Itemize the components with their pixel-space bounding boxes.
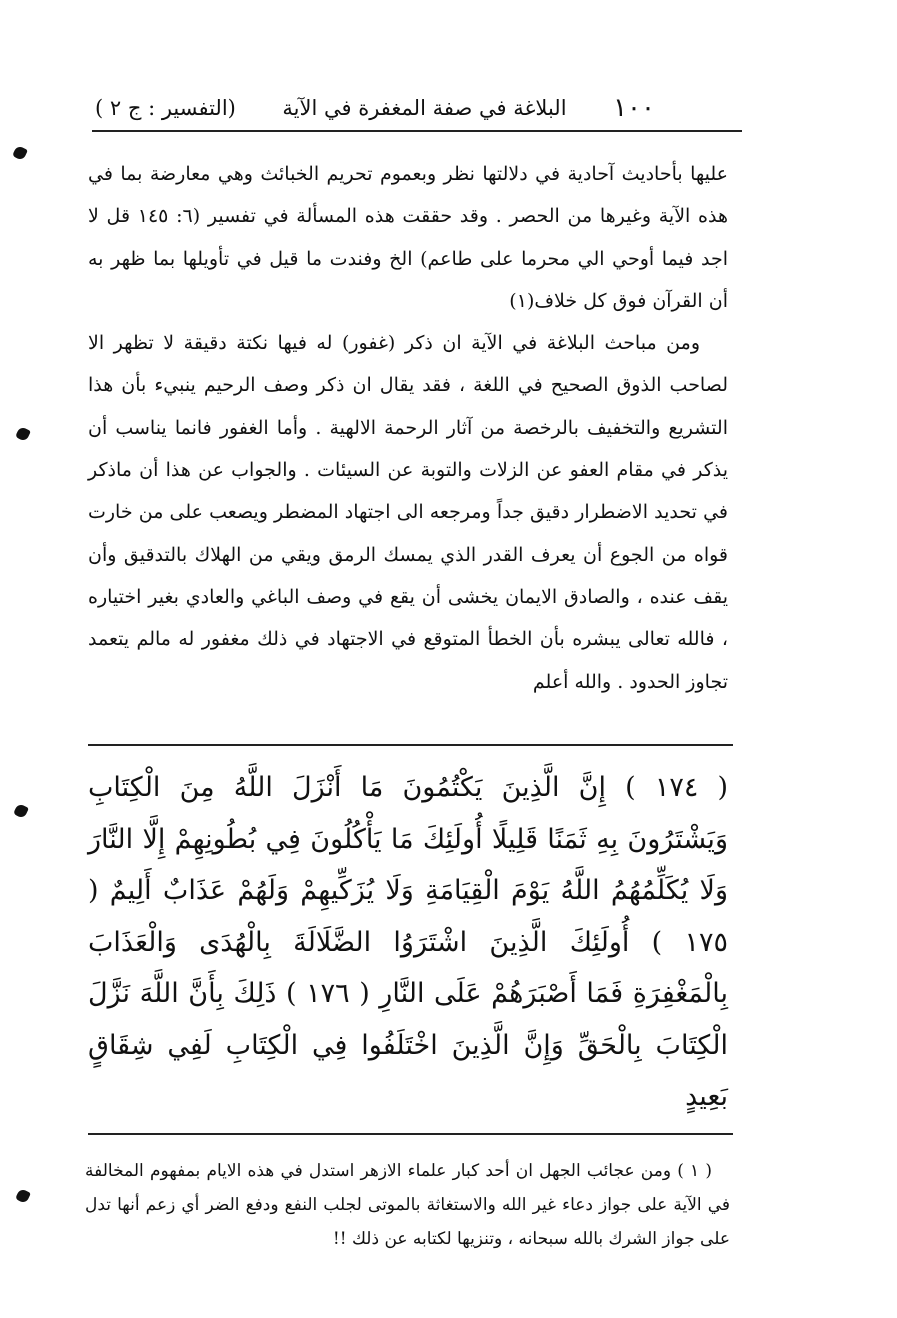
margin-mark-4	[15, 1188, 31, 1204]
section-divider	[88, 744, 733, 746]
main-text	[88, 153, 728, 703]
running-header	[95, 88, 655, 128]
paragraph-2: ومن مباحث البلاغة في الآية ان ذكر (غفور) له فيها نكتة دقيقة لا تظهر الا لصاحب الذوق الصحيح في اللغة ، فقد يقال ان ذكر وصف الرحيم ينبيء بأن هذا التشريع والتخفيف بالرخصة من آثار الرحمة الالهية . وأما الغفور فانما يناسب أن يذكر في مقام العفو عن الزلات والتوبة عن السيئات . والجواب عن هذا أن ماذكر في تحديد الاضطرار دقيق جداً ومرجعه الى اجتهاد المضطر ويصعب على من خارت قواه من الجوع أن يعرف القدر الذي يمسك الرمق ويقي من الهلاك بالتدقيق وأن يقف عنده ، والصادق الايمان يخشى أن يقع في وصف الباغي والعادي بغير اختياره ، فالله تعالى يبشره بأن الخطأ المتوقع في الاجتهاد في ذلك مغفور له مالم يتعمد تجاوز الحدود . والله أعلم	[88, 332, 728, 693]
quran-text: ( ١٧٤ ) إِنَّ الَّذِينَ يَكْتُمُونَ مَا أَنْزَلَ اللَّهُ مِنَ الْكِتَابِ وَيَشْتَرُونَ بِهِ ثَمَنًا قَلِيلًا أُولَئِكَ مَا يَأْكُلُونَ فِي بُطُونِهِمْ إِلَّا النَّارَ وَلَا يُكَلِّمُهُمُ اللَّهُ يَوْمَ الْقِيَامَةِ وَلَا يُزَكِّيهِمْ وَلَهُمْ عَذَابٌ أَلِيمٌ ( ١٧٥ ) أُولَئِكَ الَّذِينَ اشْتَرَوُا الضَّلَالَةَ بِالْهُدَى وَالْعَذَابَ بِالْمَغْفِرَةِ فَمَا أَصْبَرَهُمْ عَلَى النَّارِ ( ١٧٦ ) ذَلِكَ بِأَنَّ اللَّهَ نَزَّلَ الْكِتَابَ بِالْحَقِّ وَإِنَّ الَّذِينَ اخْتَلَفُوا فِي الْكِتَابِ لَفِي شِقَاقٍ بَعِيدٍ	[88, 772, 728, 1112]
header-rule	[92, 130, 742, 132]
section-label: (التفسير : ج ٢ )	[95, 96, 236, 120]
running-title: البلاغة في صفة المغفرة في الآية	[282, 96, 567, 120]
margin-mark-1	[12, 145, 28, 161]
footnote-text: ( ١ ) ومن عجائب الجهل ان أحد كبار علماء الازهر استدل في هذه الايام بمفهوم المخالفة في الآية على جواز دعاء غير الله والاستغاثة بالموتى لجلب النفع ودفع الضر أي زعم أنها تدل على جواز الشرك بالله سبحانه ، وتنزيها لكتابه عن ذلك !!	[85, 1161, 730, 1249]
footnote	[85, 1154, 730, 1256]
quran-verses	[88, 762, 728, 1123]
margin-mark-2	[15, 426, 31, 442]
margin-mark-3	[13, 803, 29, 819]
page-number: ١٠٠	[613, 93, 655, 123]
paragraph-1: عليها بأحاديث آحادية في دلالتها نظر وبعموم تحريم الخبائث وهي معارضة بما في هذه الآية وغيرها من الحصر . وقد حققت هذه المسألة في تفسير (٦: ١٤٥ قل لا اجد فيما أوحي الي محرما على طاعم) الخ وفندت ما قيل في تأويلها بما ظهر به أن القرآن فوق كل خلاف(١)	[88, 163, 728, 312]
footnote-divider	[88, 1133, 733, 1135]
